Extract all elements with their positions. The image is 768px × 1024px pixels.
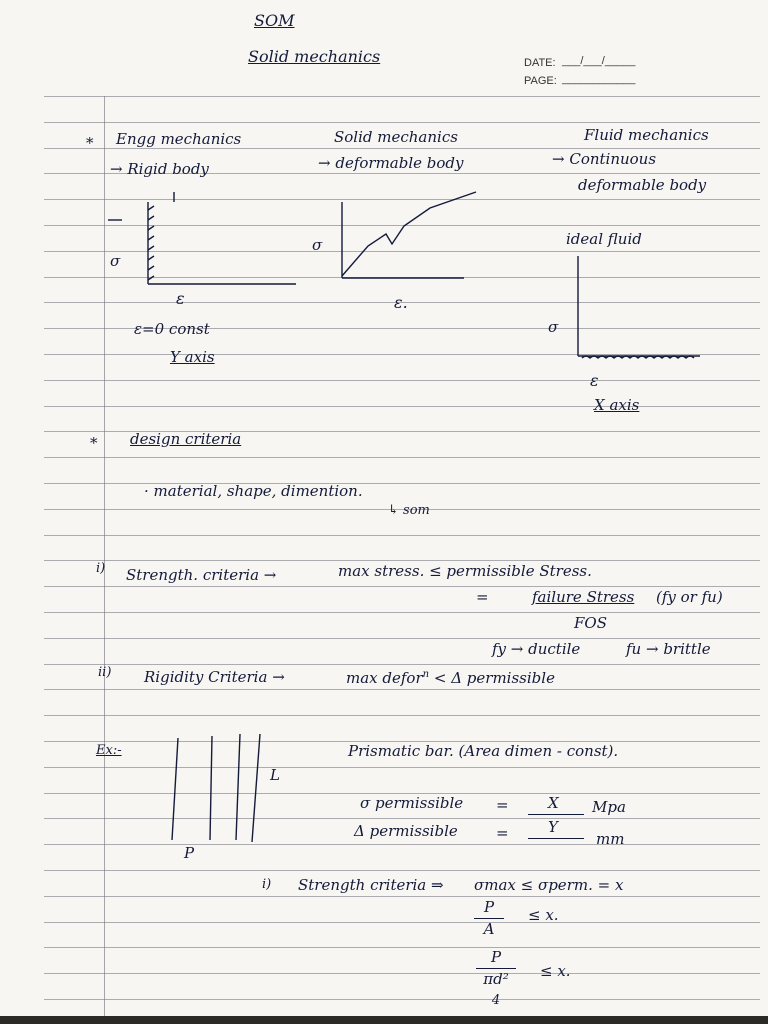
plot1-note: ε=0 const: [134, 320, 210, 338]
ideal-fluid-graph: [560, 252, 710, 362]
frac2-line: [476, 968, 516, 969]
ruled-line: [44, 664, 760, 665]
plot2-sigma: σ: [312, 236, 323, 254]
ruled-line: [44, 148, 760, 149]
plot1-epsilon: ε: [176, 289, 185, 308]
ruled-line: [44, 638, 760, 639]
example-label: Ex:-: [96, 743, 122, 758]
bullet-star: *: [86, 134, 94, 152]
plot2-epsilon: ε.: [394, 293, 408, 312]
rigidity-rhs: [346, 666, 555, 687]
sigma-permissible: σ permissible: [360, 794, 464, 812]
eq-1: =: [496, 796, 509, 814]
ruled-line: [44, 689, 760, 690]
frac1-denominator: A: [483, 920, 495, 938]
strength-eq: =: [476, 588, 489, 606]
design-point-sub: ↳ som: [388, 503, 430, 518]
fraction-line-1: [528, 814, 584, 815]
rigid-body-graph: [100, 190, 300, 300]
col3-heading: Fluid mechanics: [584, 126, 709, 144]
value-y: Y: [548, 818, 558, 836]
ruled-line: [44, 96, 760, 97]
design-criteria-heading: design criteria: [130, 430, 242, 448]
design-point: · material, shape, dimention.: [144, 482, 363, 500]
plot3-axis-note: X axis: [594, 396, 640, 414]
page-bottom-edge: [0, 1016, 768, 1024]
criteria-ii-label: ii): [98, 665, 112, 680]
ruled-line: [44, 999, 760, 1000]
strength-check-rhs: σmax ≤ σperm. = x: [474, 876, 624, 894]
stress-strain-graph: [330, 186, 480, 286]
unit-mm: mm: [596, 830, 625, 848]
ruled-line: [44, 947, 760, 948]
ruled-line: [44, 612, 760, 613]
col1-subtext: → Rigid body: [110, 160, 209, 178]
bullet-star-2: *: [90, 434, 98, 452]
fos: FOS: [574, 614, 607, 632]
delta-permissible: Δ permissible: [354, 822, 458, 840]
prismatic-bar-figure: [160, 730, 280, 850]
frac1-numerator: P: [483, 898, 495, 916]
prismatic-bar-note: Prismatic bar. (Area dimen - const).: [348, 742, 619, 760]
frac2-denominator-2: 4: [491, 993, 501, 1008]
ruled-line: [44, 457, 760, 458]
ruled-line: [44, 870, 760, 871]
ruled-line: [44, 818, 760, 819]
ruled-line: [44, 922, 760, 923]
load-label: P: [184, 844, 195, 862]
col1-heading: Engg mechanics: [116, 130, 242, 148]
ductile-note: fy → ductile: [492, 640, 581, 658]
col2-heading: Solid mechanics: [334, 128, 458, 146]
strength-check-label: i): [262, 877, 272, 892]
ruled-line: [44, 767, 760, 768]
rigidity-rhs-text-2: < Δ permissible: [433, 669, 555, 687]
ruled-line: [44, 896, 760, 897]
col3-subtext-2: deformable body: [578, 176, 707, 194]
page-title: SOM: [254, 11, 295, 30]
plot1-axis-note: Y axis: [170, 348, 215, 366]
frac2-denominator: πd²: [483, 970, 509, 988]
page-label: PAGE:: [524, 75, 557, 87]
ruled-line: [44, 122, 760, 123]
rigidity-criteria-label: Rigidity Criteria →: [144, 668, 285, 686]
rigidity-rhs-text: max defor: [346, 669, 423, 687]
ruled-line: [44, 560, 760, 561]
failure-stress: failure Stress: [532, 588, 635, 606]
plot3-title: ideal fluid: [566, 230, 642, 248]
strength-criteria-rhs: max stress. ≤ permissible Stress.: [338, 562, 592, 580]
eq-2: =: [496, 824, 509, 842]
ruled-line: [44, 535, 760, 536]
page-field: ____________: [562, 73, 636, 85]
ruled-line: [44, 844, 760, 845]
date-label: DATE:: [524, 57, 556, 69]
strength-criteria-label: Strength. criteria →: [126, 566, 277, 584]
frac2-numerator: P: [490, 948, 502, 966]
frac1-line: [474, 918, 504, 919]
page-subtitle: Solid mechanics: [248, 47, 381, 66]
value-x: X: [548, 794, 559, 812]
date-field: ___/___/_____: [562, 55, 636, 67]
ruled-line: [44, 715, 760, 716]
plot3-sigma: σ: [548, 318, 559, 336]
ruled-line: [44, 406, 760, 407]
length-label: L: [270, 766, 280, 784]
unit-mpa: Mpa: [592, 798, 626, 816]
col3-subtext-1: → Continuous: [552, 150, 657, 168]
strength-check-text: Strength criteria ⇒: [298, 876, 444, 894]
failure-stress-note: (fy or fu): [656, 588, 723, 606]
criteria-i-label: i): [96, 561, 106, 576]
brittle-note: fu → brittle: [626, 640, 711, 658]
ruled-line: [44, 973, 760, 974]
plot3-epsilon: ε: [590, 371, 599, 390]
rigidity-rhs-sup: n: [422, 669, 430, 680]
ruled-line: [44, 586, 760, 587]
plot1-sigma: σ: [110, 252, 121, 270]
frac2-rhs: ≤ x.: [540, 962, 571, 980]
frac1-rhs: ≤ x.: [528, 906, 559, 924]
col2-subtext: → deformable body: [318, 154, 464, 172]
fraction-line-2: [528, 838, 584, 839]
ruled-line: [44, 380, 760, 381]
